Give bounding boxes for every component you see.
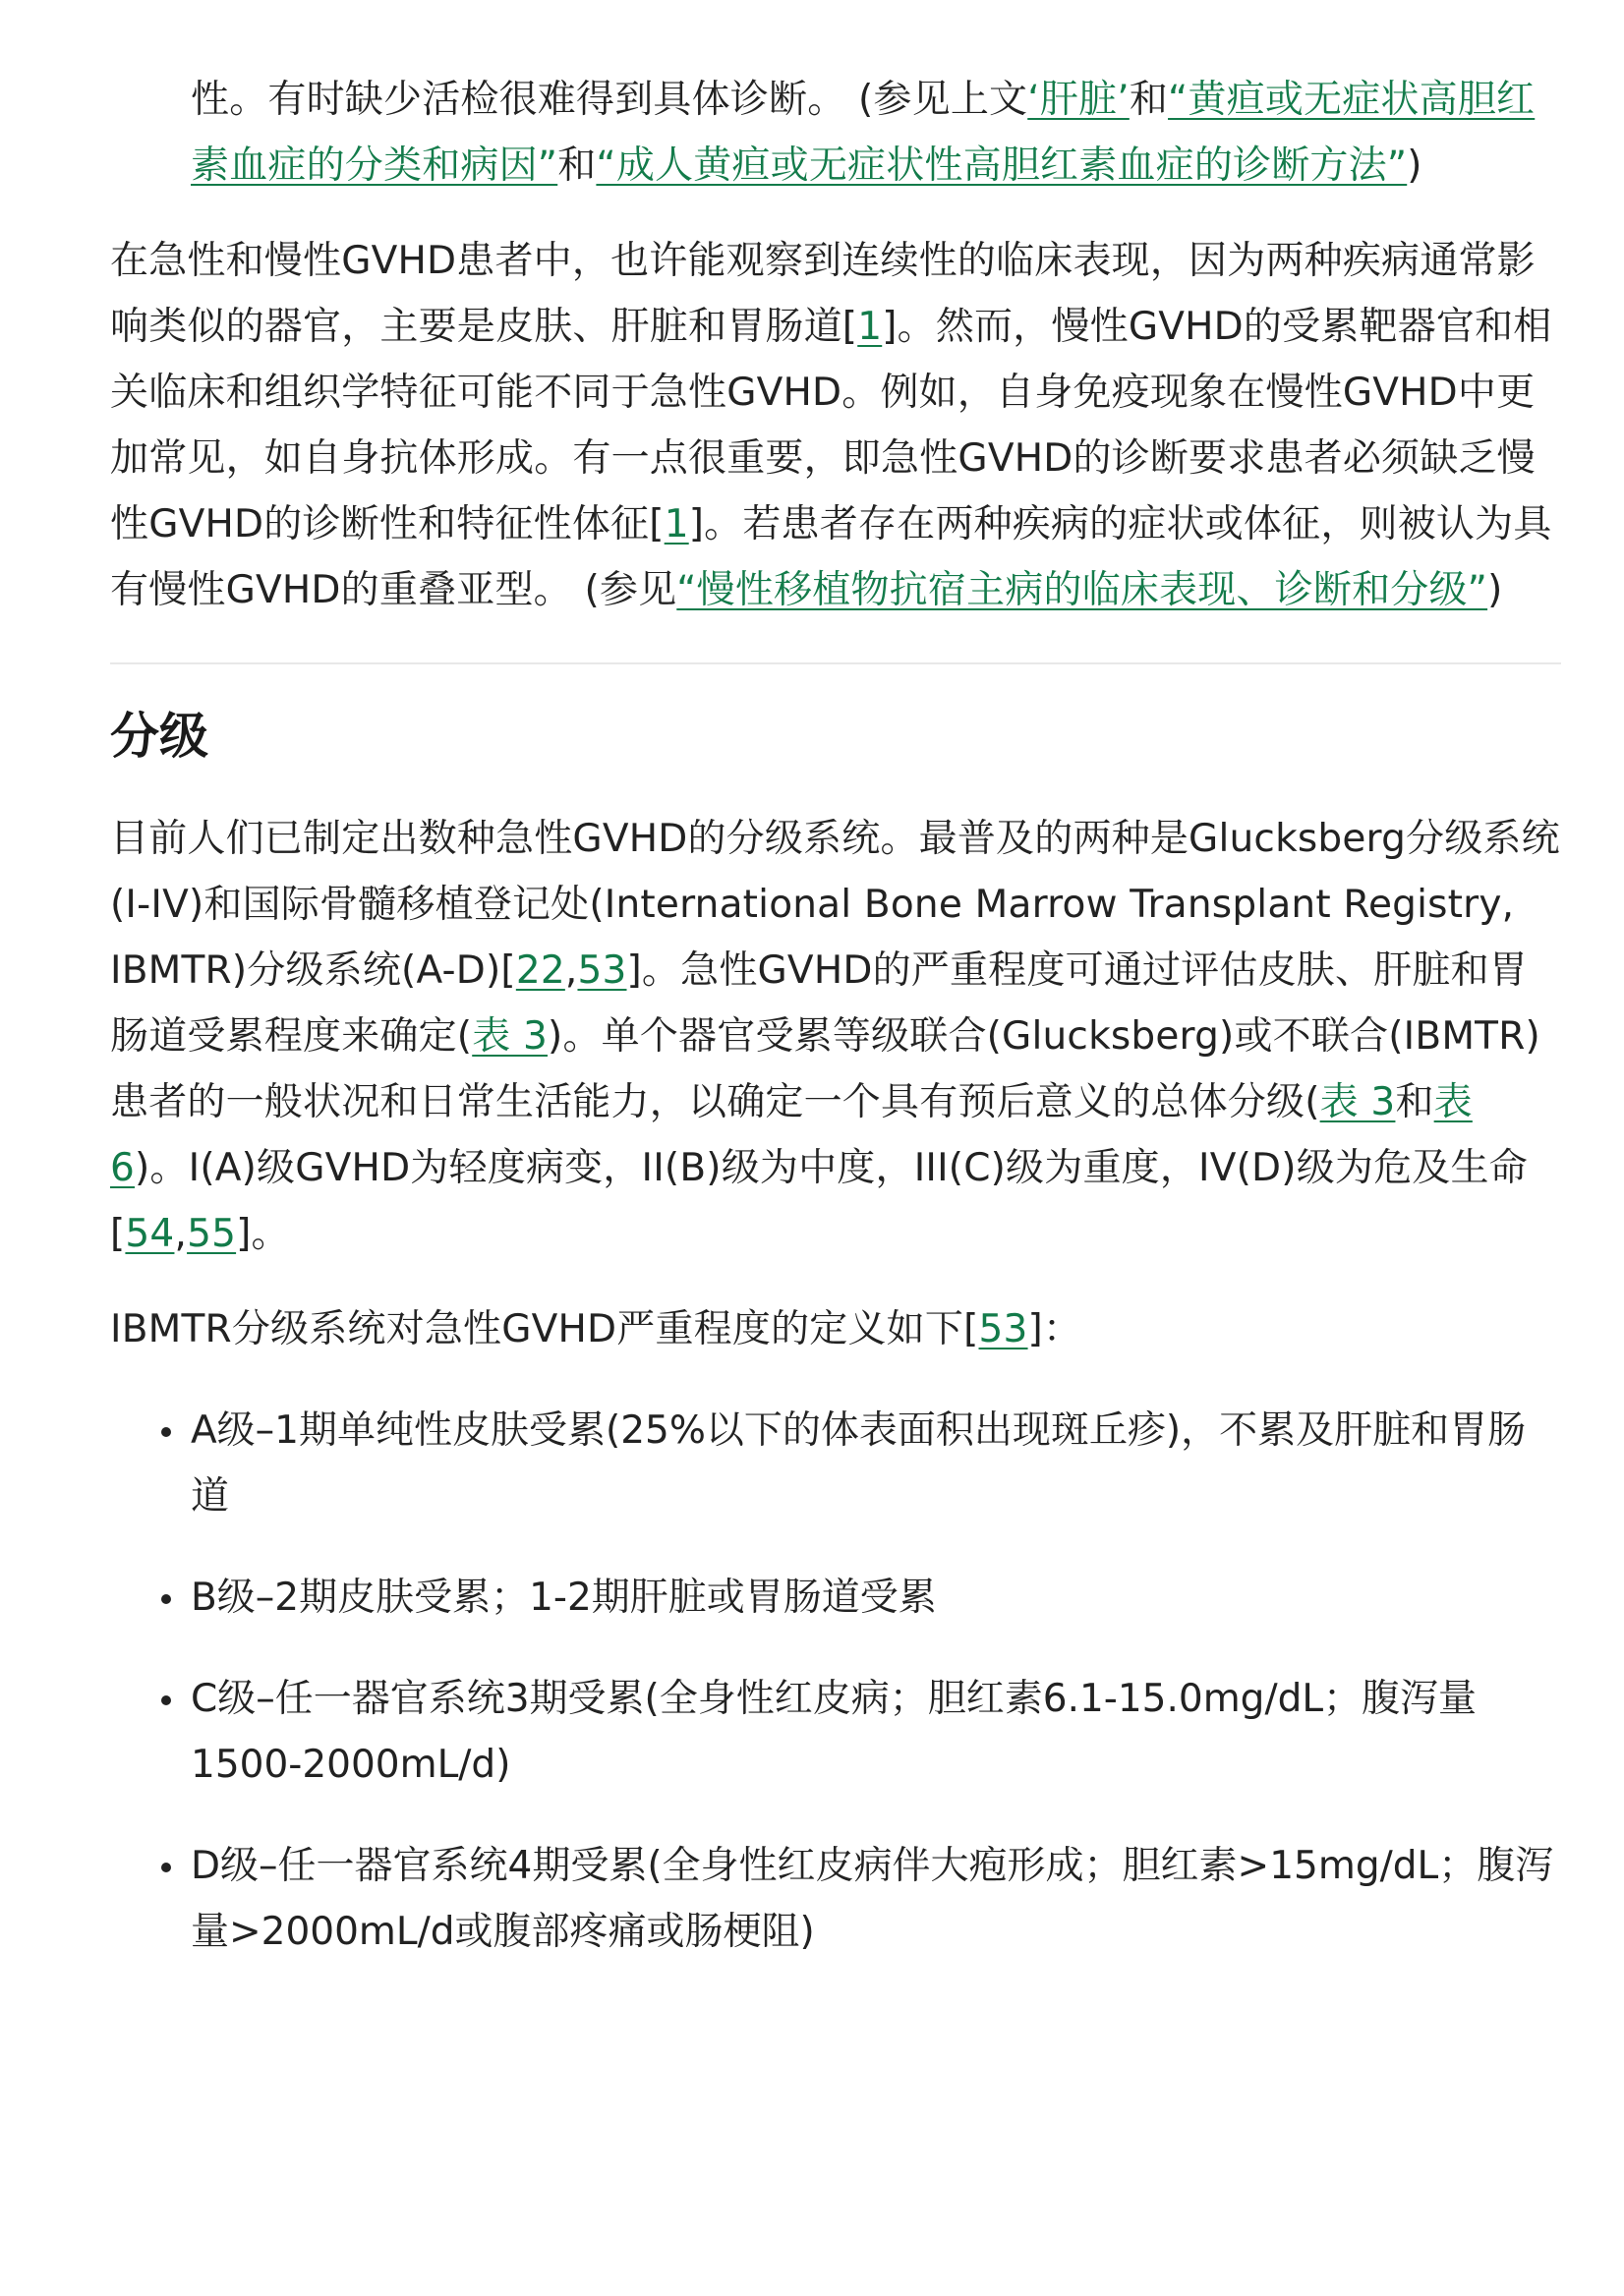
text: ]：: [1027, 1307, 1082, 1351]
bullet-icon: [161, 1863, 171, 1872]
list-item-text: A级–1期单纯性皮肤受累(25%以下的体表面积出现斑丘疹)，不累及肝脏和胃肠道: [191, 1408, 1527, 1519]
section-heading: 分级: [110, 708, 208, 765]
reference-link[interactable]: 53: [978, 1307, 1028, 1351]
text: ]。: [236, 1212, 290, 1256]
text: IBMTR分级系统对急性GVHD严重程度的定义如下[: [110, 1307, 979, 1351]
link-liver[interactable]: ‘肝脏’: [1027, 78, 1130, 122]
text: 和: [1395, 1080, 1434, 1124]
text: 目前人们已制定出数种急性GVHD的分级系统。最普及的两种是Glucksberg分级系统(I-IV)和国际骨髓移植登记处(International Bone Marrow Transplant Registry, IBMTR)分级系统(A-D)[: [110, 817, 1560, 993]
text: ,: [564, 948, 578, 993]
list-item-grade-b: [110, 1565, 1561, 1631]
grade-list: [110, 1398, 1561, 1965]
list-item-text: D级–任一器官系统4期受累(全身性红皮病伴大疱形成；胆红素>15mg/dL；腹泻量>2000mL/d或腹部疼痛或肠梗阻): [191, 1844, 1554, 1954]
text: 和: [557, 144, 597, 188]
bullet-icon: [161, 1695, 171, 1705]
paragraph-acute-chronic: [110, 228, 1561, 623]
link-jaundice-diagnosis[interactable]: “成人黄疸或无症状性高胆红素血症的诊断方法”: [596, 144, 1408, 188]
text: ,: [174, 1212, 188, 1256]
reference-link[interactable]: 22: [515, 948, 565, 993]
text: 性。有时缺少活检很难得到具体诊断。 (参见上文: [191, 78, 1028, 122]
text: 在急性和慢性GVHD患者中，也许能观察到连续性的临床表现，因为两种疾病通常影响类似的器官，主要是皮肤、肝脏和胃肠道[: [110, 239, 1536, 349]
reference-link[interactable]: 1: [664, 502, 689, 546]
list-item-text: B级–2期皮肤受累；1-2期肝脏或胃肠道受累: [191, 1576, 937, 1620]
text: ]。若患者存在两种疾病的症状或体征，则被认为具有慢性GVHD的重叠亚型。 (参见: [110, 502, 1552, 612]
reference-link[interactable]: 55: [187, 1212, 237, 1256]
text: ]。急性GVHD的严重程度可通过评估皮肤、肝脏和胃肠道受累程度来确定(: [110, 948, 1528, 1059]
paragraph-ibmtr-intro: [110, 1296, 1561, 1362]
link-jaundice-classification[interactable]: “黄疸或无症状高胆红素血症的分类和病因”: [191, 78, 1536, 188]
text: 和: [1129, 78, 1169, 122]
list-item-text: C级–任一器官系统3期受累(全身性红皮病；胆红素6.1-15.0mg/dL；腹泻量1500-2000mL/d): [191, 1677, 1478, 1787]
list-item-grade-c: [110, 1666, 1561, 1798]
text: ): [1487, 568, 1503, 612]
table-link[interactable]: 表 3: [472, 1014, 549, 1059]
list-item-grade-d: [110, 1833, 1561, 1965]
reference-link[interactable]: 53: [577, 948, 627, 993]
section-divider: [110, 662, 1561, 664]
table-link[interactable]: 表 6: [110, 1080, 1473, 1190]
bullet-icon: [161, 1427, 171, 1437]
list-item-grade-a: [110, 1398, 1561, 1529]
paragraph-continued: [191, 67, 1561, 199]
bullet-icon: [161, 1594, 171, 1604]
text: ): [1407, 144, 1422, 188]
text: ]。然而，慢性GVHD的受累靶器官和相关临床和组织学特征可能不同于急性GVHD。例如，自身免疫现象在慢性GVHD中更加常见，如自身抗体形成。有一点很重要，即急性GVHD的诊断要求患者必须缺乏慢性GVHD的诊断性和特征性体征[: [110, 305, 1552, 546]
link-chronic-gvhd[interactable]: “慢性移植物抗宿主病的临床表现、诊断和分级”: [676, 568, 1488, 612]
reference-link[interactable]: 1: [857, 305, 883, 349]
table-link[interactable]: 表 3: [1319, 1080, 1396, 1124]
text: )。单个器官受累等级联合(Glucksberg)或不联合(IBMTR)患者的一般状况和日常生活能力，以确定一个具有预后意义的总体分级(: [110, 1014, 1540, 1124]
text: )。I(A)级GVHD为轻度病变，II(B)级为中度，III(C)级为重度，IV(D)级为危及生命[: [110, 1146, 1528, 1256]
paragraph-grading-systems: [110, 806, 1561, 1267]
reference-link[interactable]: 54: [125, 1212, 175, 1256]
